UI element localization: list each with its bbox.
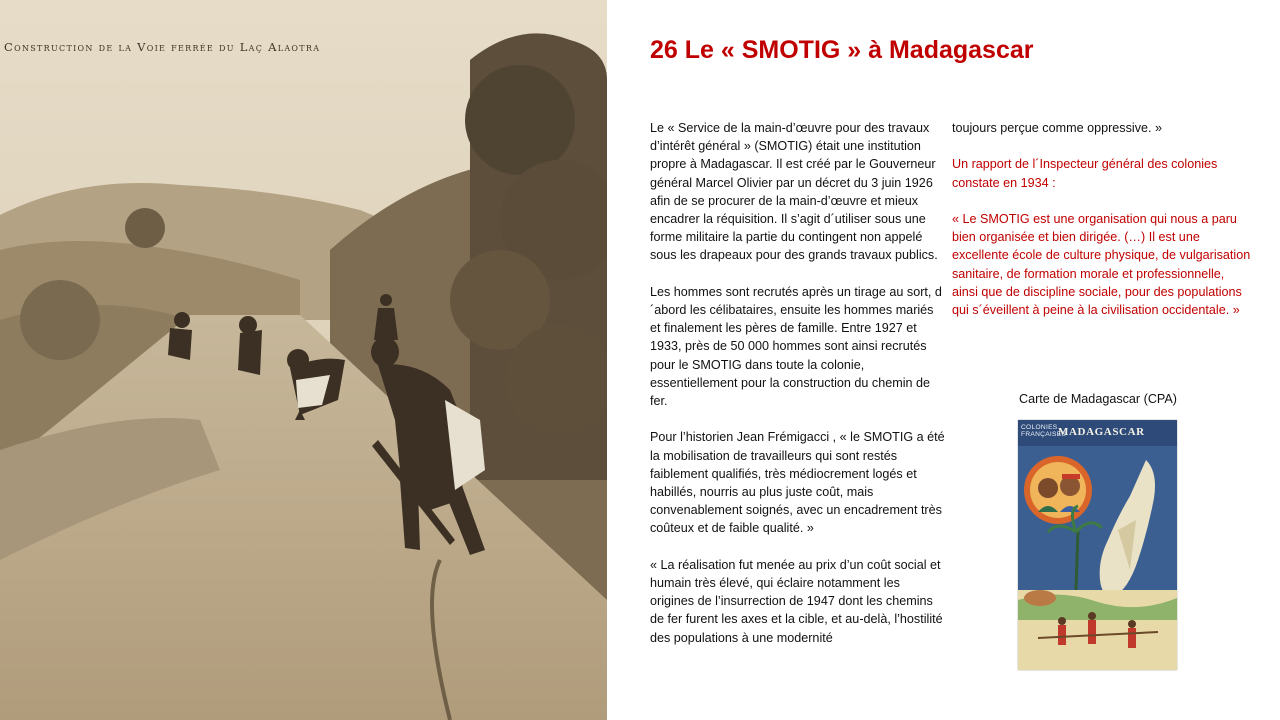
historical-photo	[0, 0, 607, 720]
madagascar-map-poster	[1018, 420, 1177, 670]
poster-illustration	[1018, 420, 1177, 670]
paragraph-inspector-quote: « Le SMOTIG est une organisation qui nous a paru bien organisée et bien dirigée. (…) Il est une excellente école de culture physique, de vulgarisation sanitaire, de formation morale et professionnelle, ainsi que de discipline sociale, pour des populations qui s´éveillent à peine à la civilisation occidentale. »	[952, 211, 1251, 317]
text-column-left	[650, 119, 946, 665]
text-column-right	[952, 119, 1252, 337]
paragraph-smotig-definition: Le « Service de la main-d’œuvre pour des travaux d’intérêt général » (SMOTIG) était une institution propre à Madagascar. Il est créé par le Gouverneur général Marcel Olivier par un décret du 3 juin 1926 afin de se procurer de la main-d’œuvre et mieux encadrer la réquisition. Il s’agit d´utiliser sous une forme militaire la partie du contingent non appelé sous les drapeaux pour des grands travaux publics.	[650, 121, 938, 263]
paragraph-social-cost-quote: « La réalisation fut menée au prix d’un coût social et humain très élevé, qui éclaire notamment les origines de l’insurrection de 1947 dont les chemins de fer furent les axes et la cible, et au-delà, l’hostilité des populations à une modernité	[650, 557, 943, 645]
poster-title: MADAGASCAR	[1058, 426, 1145, 438]
slide-title: 26 Le « SMOTIG » à Madagascar	[650, 36, 1034, 64]
paragraph-historian-quote: Pour l’historien Jean Frémigacci , « le SMOTIG a été la mobilisation de travailleurs qui sont restés faiblement qualifiés, très médiocrement logés et habillés, nourris au plus juste coût, mais convenablement soignés, avec un encadrement très coûteux et de faible qualité. »	[650, 430, 945, 536]
map-caption: Carte de Madagascar (CPA)	[1019, 392, 1177, 406]
photo-caption: Construction de la Voie ferrée du Laç Alaotra	[4, 40, 321, 54]
paragraph-recruitment: Les hommes sont recrutés après un tirage au sort, d´abord les célibataires, ensuite les hommes mariés et finalement les pères de famille. Entre 1927 et 1933, près de 50 000 hommes sont ainsi recrutés pour le SMOTIG dans toute la colonie, essentiellement pour la construction du chemin de fer.	[650, 284, 942, 409]
paragraph-quote-continuation: toujours perçue comme oppressive. »	[952, 121, 1162, 135]
poster-subtitle: COLONIES FRANÇAISES	[1021, 424, 1067, 439]
paragraph-inspector-report-intro: Un rapport de l´Inspecteur général des colonies constate en 1934 :	[952, 157, 1218, 190]
photo-illustration	[0, 0, 607, 720]
